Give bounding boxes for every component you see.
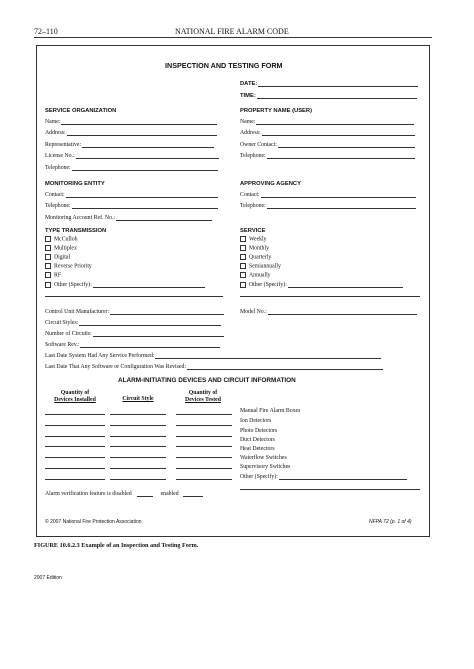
date-label: DATE: [240, 81, 258, 87]
alarm-heading: ALARM-INITIATING DEVICES AND CIRCUIT INFORMATION [118, 377, 296, 384]
device-label: Ion Detectors [240, 418, 272, 424]
installed-blank[interactable] [45, 446, 105, 447]
installed-blank[interactable] [45, 425, 105, 426]
monitoring-telephone-field[interactable]: Telephone: [45, 202, 218, 209]
checkbox-quarterly[interactable]: Quarterly [240, 254, 271, 260]
form-title: INSPECTION AND TESTING FORM [165, 61, 283, 70]
form-copyright: © 2007 National Fire Protection Association [45, 519, 142, 525]
model-field[interactable]: Model No.: [240, 308, 417, 315]
style-blank[interactable] [110, 414, 166, 415]
property-name-field[interactable]: Name: [240, 118, 414, 125]
installed-blank[interactable] [45, 479, 105, 480]
circuit-styles-field[interactable]: Circuit Styles: [45, 319, 221, 326]
form-page-indicator: NFPA 72 (p. 1 of 4) [369, 519, 412, 525]
header-rule [34, 37, 432, 38]
checkbox-digital[interactable]: Digital [45, 254, 70, 260]
approving-contact-field[interactable]: Contact: [240, 191, 416, 198]
col-tested-header: Quantity of Devices Tested [185, 390, 221, 403]
checkbox-transmission-other[interactable]: Other (Specify): [45, 281, 205, 288]
device-label: Heat Detectors [240, 446, 275, 452]
service-license-field[interactable]: License No.: [45, 152, 219, 159]
last-software-field[interactable]: Last Date That Any Software or Configuration Was Revised: [45, 363, 383, 370]
device-label: Manual Fire Alarm Boxes [240, 408, 301, 414]
verification-field[interactable]: Alarm verification feature is disabled enabled [45, 490, 203, 497]
publication-title: NATIONAL FIRE ALARM CODE [175, 27, 289, 36]
owner-contact-field[interactable]: Owner Contact: [240, 141, 415, 148]
property-address-field[interactable]: Address: [240, 129, 415, 136]
figure-caption: FIGURE 10.6.2.3 Example of an Inspection and Testing Form. [34, 542, 199, 549]
installed-blank[interactable] [45, 436, 105, 437]
transmission-heading: TYPE TRANSMISSION [45, 228, 107, 234]
service-heading: SERVICE [240, 228, 266, 234]
time-field[interactable] [240, 92, 417, 99]
date-field[interactable] [240, 80, 418, 87]
checkbox-mcculloh[interactable]: McCulloh [45, 236, 78, 242]
time-label: TIME: [240, 93, 256, 99]
service-telephone-field[interactable]: Telephone: [45, 164, 218, 171]
checkbox-multiplex[interactable]: Multiplex [45, 245, 77, 251]
approving-heading: APPROVING AGENCY [240, 181, 301, 187]
edition-label: 2007 Edition [34, 575, 62, 581]
property-telephone-field[interactable]: Telephone: [240, 152, 415, 159]
col-installed-header: Quantity of Devices Installed [54, 390, 96, 403]
device-label: Supervisory Switches [240, 464, 291, 470]
service-representative-field[interactable]: Representative: [45, 141, 214, 148]
tested-blank[interactable] [176, 468, 232, 469]
service-address-field[interactable]: Address: [45, 129, 217, 136]
checkbox-monthly[interactable]: Monthly [240, 245, 269, 251]
approving-telephone-field[interactable]: Telephone: [240, 202, 416, 209]
tested-blank[interactable] [176, 436, 232, 437]
device-other-field[interactable]: Other (Specify): [240, 473, 407, 480]
device-label: Waterflow Switches [240, 455, 287, 461]
tested-blank[interactable] [176, 414, 232, 415]
page-number: 72–110 [34, 27, 58, 36]
col-style-header: Circuit Style [122, 396, 154, 402]
software-rev-field[interactable]: Software Rev.: [45, 341, 220, 348]
style-blank[interactable] [110, 468, 166, 469]
checkbox-reverse-priority[interactable]: Reverse Priority [45, 263, 92, 269]
device-other-line-2[interactable] [240, 489, 420, 490]
service-name-field[interactable]: Name: [45, 118, 217, 125]
manufacturer-field[interactable]: Control Unit Manufacturer: [45, 308, 224, 315]
checkbox-annually[interactable]: Annually [240, 272, 271, 278]
installed-blank[interactable] [45, 457, 105, 458]
checkbox-weekly[interactable]: Weekly [240, 236, 267, 242]
service-org-heading: SERVICE ORGANIZATION [45, 108, 117, 114]
monitoring-heading: MONITORING ENTITY [45, 181, 105, 187]
tested-blank[interactable] [176, 457, 232, 458]
style-blank[interactable] [110, 479, 166, 480]
style-blank[interactable] [110, 436, 166, 437]
checkbox-service-other[interactable]: Other (Specify): [240, 281, 403, 288]
style-blank[interactable] [110, 425, 166, 426]
monitoring-account-field[interactable]: Monitoring Account Ref. No.: [45, 214, 212, 221]
device-label: Duct Detectors [240, 437, 275, 443]
checkbox-semiannually[interactable]: Semiannually [240, 263, 281, 269]
installed-blank[interactable] [45, 468, 105, 469]
tested-blank[interactable] [176, 446, 232, 447]
installed-blank[interactable] [45, 414, 105, 415]
tested-blank[interactable] [176, 425, 232, 426]
checkbox-rf[interactable]: RF [45, 272, 61, 278]
num-circuits-field[interactable]: Number of Circuits: [45, 330, 224, 337]
last-service-field[interactable]: Last Date System Had Any Service Performed: [45, 352, 381, 359]
tested-blank[interactable] [176, 479, 232, 480]
property-heading: PROPERTY NAME (USER) [240, 108, 313, 114]
monitoring-contact-field[interactable]: Contact: [45, 191, 218, 198]
style-blank[interactable] [110, 446, 166, 447]
service-other-line-2[interactable] [240, 296, 420, 297]
device-label: Photo Detectors [240, 428, 278, 434]
style-blank[interactable] [110, 457, 166, 458]
transmission-other-line-2[interactable] [45, 296, 223, 297]
